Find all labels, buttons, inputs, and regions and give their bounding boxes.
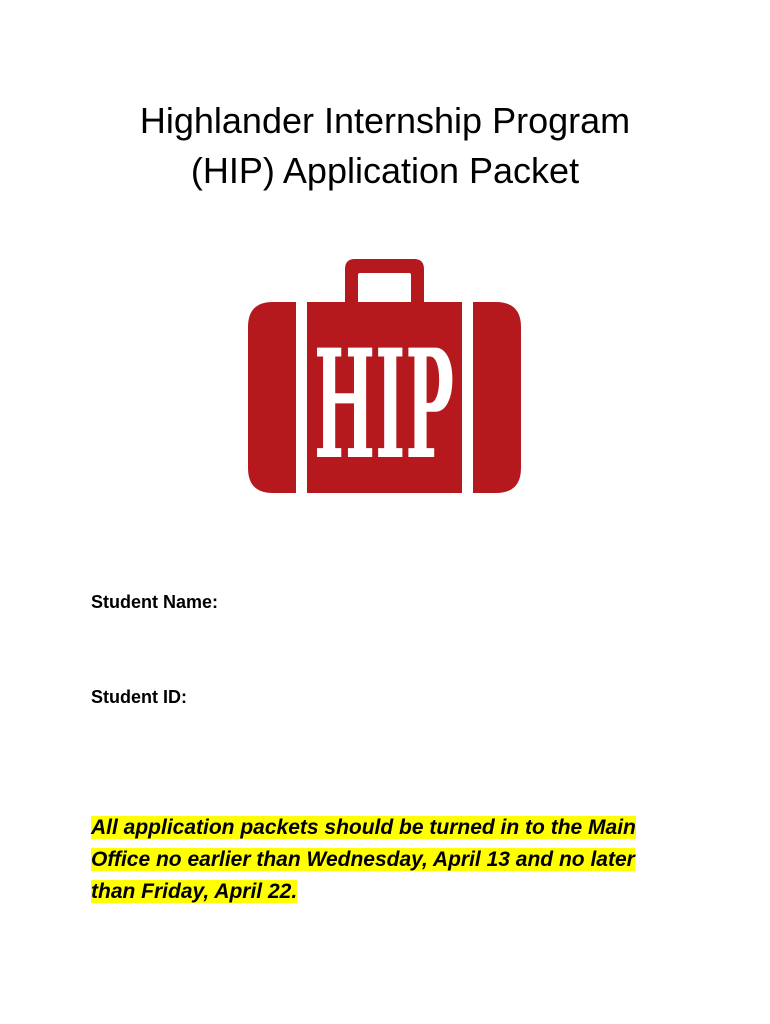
page-title (0, 96, 770, 196)
notice-line-1: All application packets should be turned in to the Main (91, 816, 636, 839)
hip-suitcase-logo (248, 259, 521, 493)
notice-line-3: than Friday, April 22. (91, 880, 298, 903)
suitcase-handle (345, 259, 424, 303)
suitcase-left-panel (248, 302, 296, 493)
student-name-label: Student Name: (91, 592, 219, 612)
title-line-1: Highlander Internship Program (139, 100, 631, 141)
submission-notice (91, 812, 691, 908)
student-id-label: Student ID: (91, 687, 187, 707)
notice-line-2: Office no earlier than Wednesday, April 13 and no later (91, 848, 635, 871)
suitcase-right-panel (473, 302, 521, 493)
title-line-2: (HIP) Application Packet (190, 150, 580, 191)
logo-text: HIP (314, 317, 454, 493)
